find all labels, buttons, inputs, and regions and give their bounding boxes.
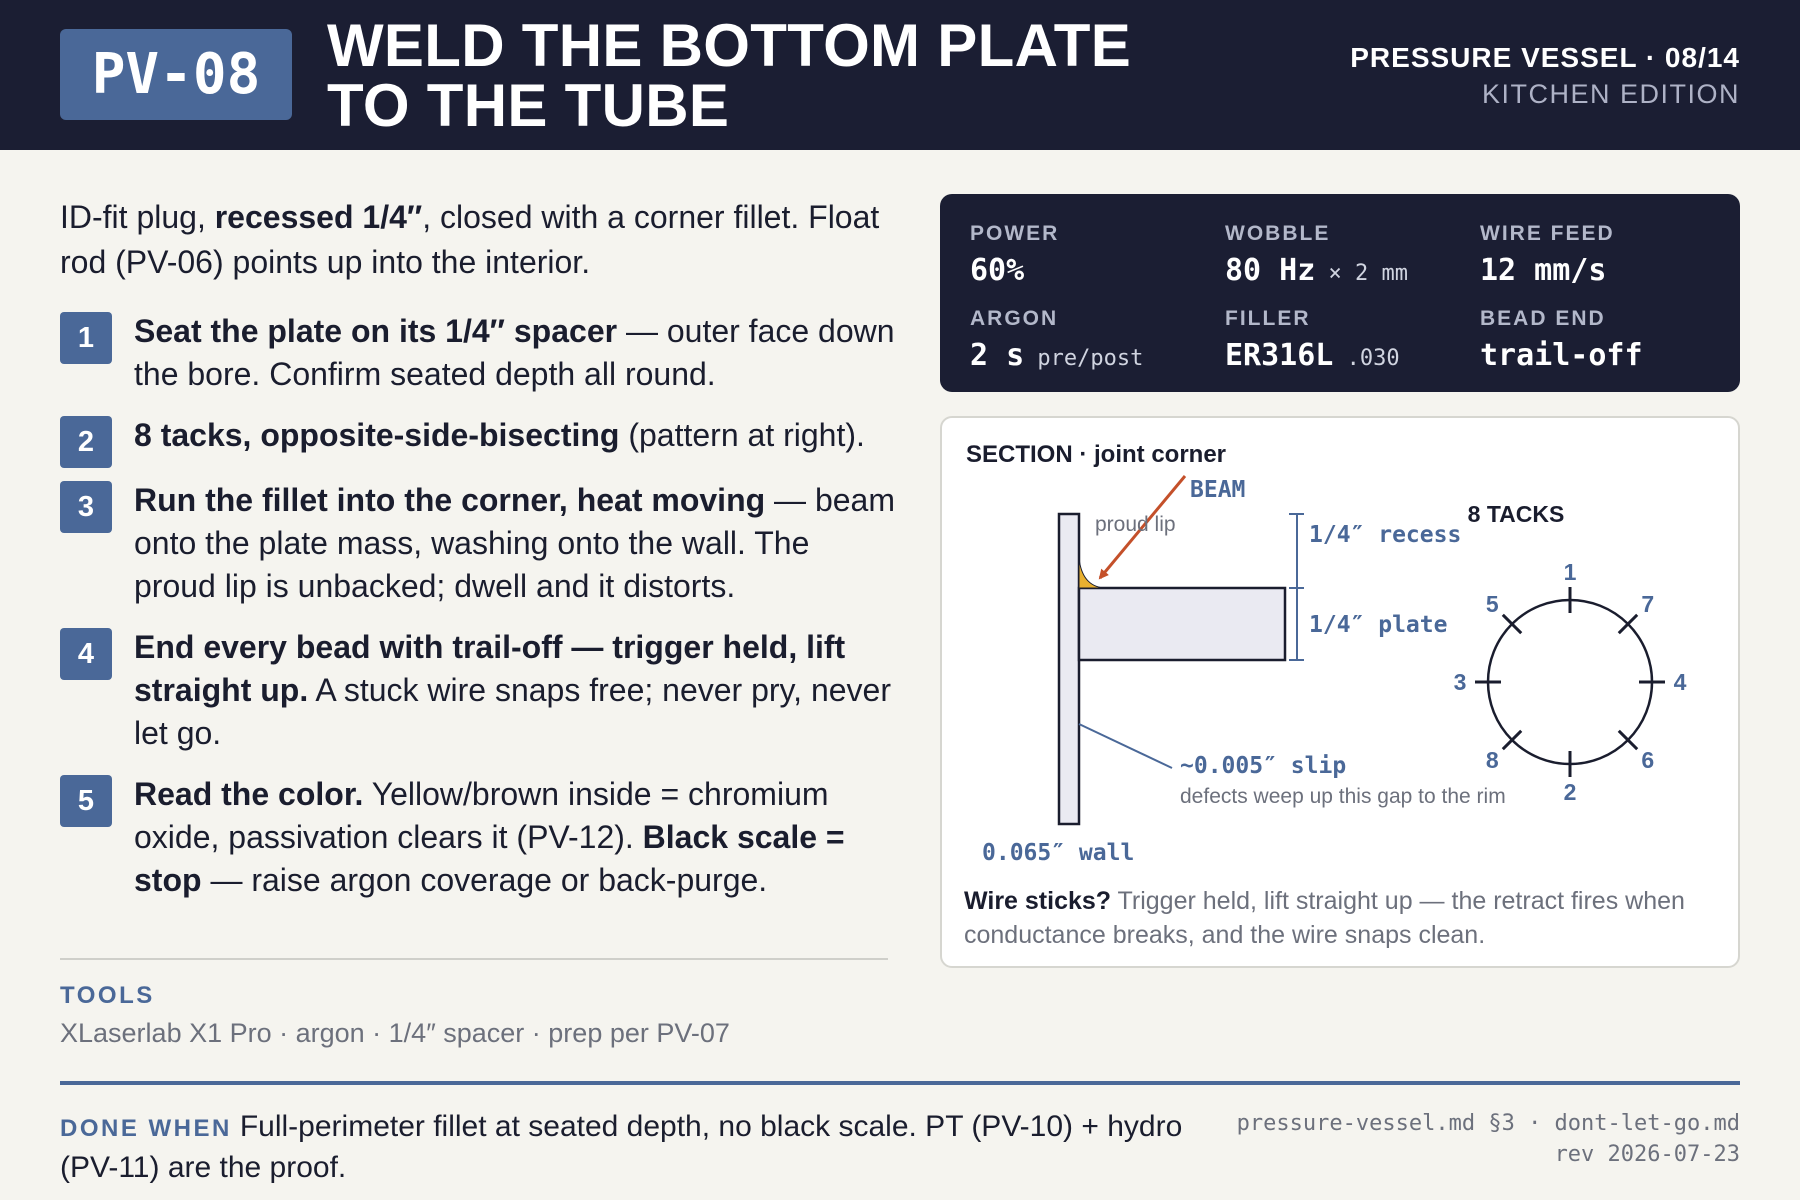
wall-label: 0.065″ wall — [982, 840, 1135, 866]
bottom-plate — [1079, 588, 1285, 660]
title-line-2: TO THE TUBE — [327, 72, 730, 139]
step-item — [60, 414, 900, 457]
section-diagram-card — [940, 416, 1740, 968]
param-power — [970, 222, 1220, 288]
tack-number: 4 — [1673, 669, 1687, 695]
param-value — [970, 338, 1220, 373]
step-text: A stuck wire snaps free; never pry, never let go. — [134, 672, 891, 751]
tack-number: 1 — [1563, 559, 1577, 585]
tack-number: 6 — [1641, 746, 1655, 773]
tube-wall — [1059, 514, 1079, 824]
param-value-main: 12 mm/s — [1480, 253, 1607, 288]
tools-heading: TOOLS — [60, 982, 155, 1009]
step-warning: Black scale = stop — [134, 819, 845, 898]
footer-divider — [60, 1081, 1740, 1085]
step-text: (pattern at right). — [619, 417, 865, 453]
divider — [60, 958, 888, 960]
fillet-weld — [1079, 558, 1104, 588]
tacks-title: 8 TACKS — [1467, 501, 1565, 527]
intro-text — [60, 195, 900, 285]
param-label: WIRE FEED — [1480, 222, 1615, 245]
param-argon — [970, 307, 1220, 373]
wire-sticks-note — [964, 884, 1724, 952]
param-value — [1480, 253, 1730, 288]
param-label: ARGON — [970, 307, 1059, 330]
tack-marks — [1454, 559, 1687, 805]
param-value-main: 80 Hz — [1225, 253, 1316, 288]
param-wobble — [1225, 222, 1475, 288]
step-number: 3 — [60, 481, 112, 533]
step-number: 4 — [60, 628, 112, 680]
source-reference — [1237, 1108, 1740, 1170]
tack-number: 3 — [1453, 669, 1467, 695]
weld-parameters-panel — [940, 194, 1740, 392]
param-value-sub: × 2 mm — [1315, 261, 1409, 286]
step-number: 1 — [60, 312, 112, 364]
step-item — [60, 479, 900, 608]
param-value-main: 2 s — [970, 338, 1025, 373]
plate-label: 1/4″ plate — [1309, 612, 1448, 638]
step-item — [60, 773, 900, 902]
param-value-main: ER316L — [1225, 338, 1334, 373]
intro-part: , closed with a corner fillet. Float rod (PV-06) points up into the interior. — [60, 199, 880, 280]
step-heading: Seat the plate on its 1/4″ spacer — [134, 313, 618, 349]
param-value — [1225, 253, 1475, 288]
intro-part: ID-fit plug, — [60, 199, 215, 235]
edition-label: KITCHEN EDITION — [1481, 79, 1740, 109]
proud-lip-label: proud lip — [1095, 513, 1176, 536]
step-text: Yellow/brown inside = chromium oxide, passivation clears it (PV-12). — [134, 776, 829, 855]
tools-list: XLaserlab X1 Pro · argon · 1/4″ spacer · prep per PV-07 — [60, 1018, 730, 1048]
slip-label: ~0.005″ slip — [1180, 753, 1347, 779]
param-filler — [1225, 307, 1475, 373]
note-heading: Wire sticks? — [964, 887, 1112, 915]
param-value-sub: pre/post — [1024, 346, 1144, 371]
tack-number: 8 — [1485, 746, 1499, 773]
note-text: Trigger held, lift straight up — the retract fires when conductance breaks, and the wire snaps clean. — [964, 887, 1685, 949]
param-label: FILLER — [1225, 307, 1311, 330]
page-title — [327, 12, 1177, 139]
step-heading: End every bead with trail-off — trigger held, lift straight up. — [134, 629, 846, 708]
param-bead-end — [1480, 307, 1730, 373]
param-value — [1225, 338, 1475, 373]
beam-label: BEAM — [1190, 477, 1246, 503]
series-label: PRESSURE VESSEL · 08/14 — [1350, 42, 1740, 73]
step-number: 2 — [60, 416, 112, 468]
step-heading: Run the fillet into the corner, heat moving — [134, 482, 766, 518]
param-label: POWER — [970, 222, 1060, 245]
header — [0, 0, 1800, 150]
intro-emphasis: recessed 1/4″ — [214, 199, 423, 235]
doc-code-badge: PV-08 — [60, 29, 292, 120]
param-value-sub: .030 — [1333, 346, 1400, 371]
done-when-block — [60, 1107, 1210, 1187]
param-label: BEAD END — [1480, 307, 1606, 330]
step-text: — beam onto the plate mass, washing onto the wall. The proud lip is unbacked; dwell and it distorts. — [134, 482, 895, 604]
ref-files: pressure-vessel.md §3 · dont-let-go.md — [1236, 1111, 1740, 1136]
done-heading: DONE WHEN — [60, 1115, 232, 1142]
title-line-1: WELD THE BOTTOM PLATE — [327, 12, 1132, 79]
step-heading: Read the color. — [134, 776, 364, 812]
recess-label: 1/4″ recess — [1309, 522, 1462, 548]
joint-section-diagram — [942, 418, 1738, 888]
param-value-main: 60% — [970, 253, 1025, 288]
steps-list — [60, 310, 900, 902]
param-wire-feed — [1480, 222, 1730, 288]
step-text: — raise argon coverage or back-purge. — [201, 862, 768, 898]
param-value-main: trail-off — [1480, 338, 1643, 373]
param-value — [1480, 338, 1730, 373]
step-number: 5 — [60, 775, 112, 827]
step-text: — outer face down the bore. Confirm seated depth all round. — [134, 313, 895, 392]
step-item — [60, 626, 900, 755]
ref-revision: rev 2026-07-23 — [1554, 1142, 1740, 1167]
tack-number: 5 — [1485, 591, 1499, 618]
done-text: Full-perimeter fillet at seated depth, no black scale. PT (PV-10) + hydro (PV-11) are the proof. — [60, 1110, 1183, 1184]
param-value — [970, 253, 1220, 288]
step-heading: 8 tacks, opposite-side-bisecting — [134, 417, 620, 453]
param-label: WOBBLE — [1225, 222, 1331, 245]
tack-number: 2 — [1563, 779, 1577, 805]
tack-number: 7 — [1641, 591, 1655, 618]
step-item — [60, 310, 900, 396]
slip-note: defects weep up this gap to the rim — [1180, 785, 1506, 808]
slip-leader — [1079, 724, 1172, 768]
section-title: SECTION · joint corner — [966, 441, 1227, 468]
